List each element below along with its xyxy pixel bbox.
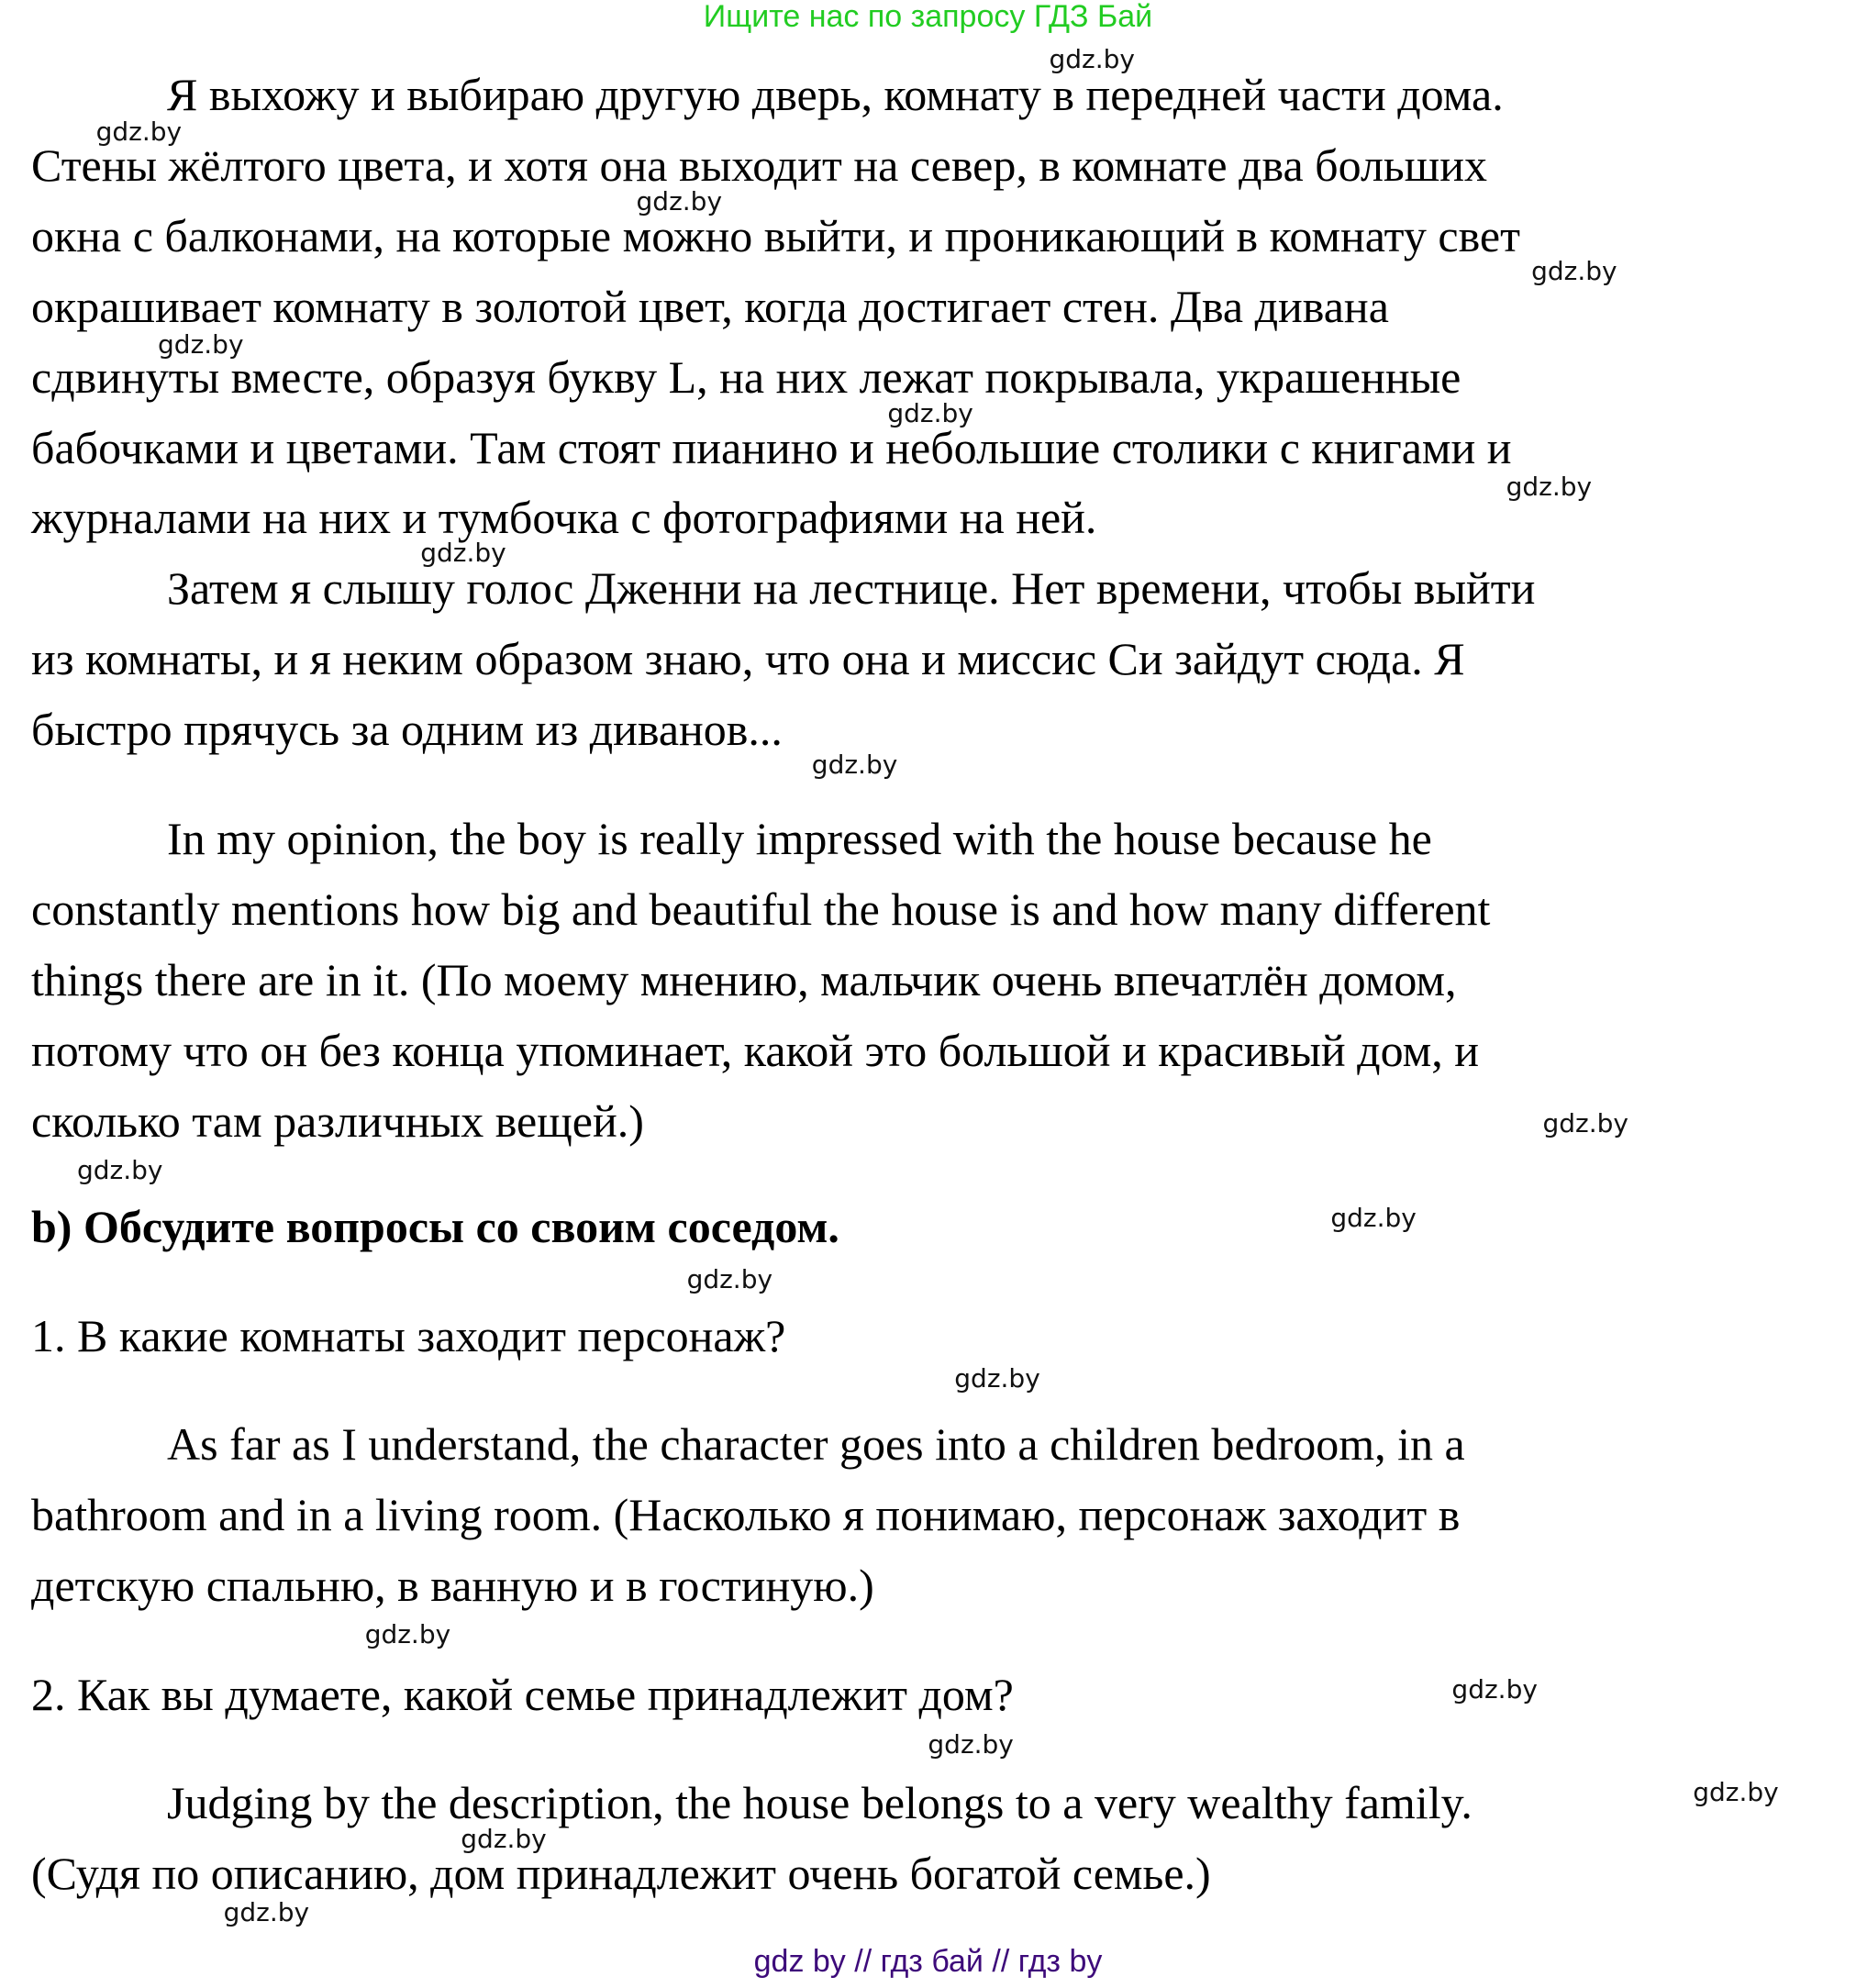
text-line: Затем я слышу голос Дженни на лестнице. Нет времени, чтобы выйти <box>167 562 1536 615</box>
text-line: из комнаты, и я неким образом знаю, что она и миссис Си зайдут сюда. Я <box>31 633 1465 685</box>
watermark: gdz.by <box>928 1728 1014 1760</box>
text-line: 2. Как вы думаете, какой семье принадлежит дом? <box>31 1668 1014 1720</box>
watermark: gdz.by <box>223 1896 310 1927</box>
text-line: Judging by the description, the house belongs to a very wealthy family. <box>167 1776 1473 1828</box>
text-line: журналами на них и тумбочка с фотографиями на ней. <box>31 492 1097 544</box>
watermark: gdz.by <box>158 328 244 360</box>
text-line: сколько там различных вещей.) <box>31 1094 644 1147</box>
footer-banner: gdz by // гдз бай // гдз by <box>753 1944 1103 1979</box>
watermark: gdz.by <box>364 1618 451 1649</box>
watermark: gdz.by <box>420 537 506 568</box>
text-line: окрашивает комнату в золотой цвет, когда достигает стен. Два дивана <box>31 281 1389 333</box>
text-line: In my opinion, the boy is really impressed with the house because he <box>167 812 1432 864</box>
text-line: сдвинуты вместе, образуя букву L, на них лежат покрывала, украшенные <box>31 351 1461 404</box>
text-line: Я выхожу и выбираю другую дверь, комнату в передней части дома. <box>167 69 1504 121</box>
section-heading: b) Обсудите вопросы со своим соседом. <box>31 1201 839 1253</box>
watermark: gdz.by <box>1330 1202 1417 1233</box>
text-line: things there are in it. (По моему мнению, мальчик очень впечатлён домом, <box>31 953 1457 1005</box>
text-line: bathroom and in a living room. (Насколько я понимаю, персонаж заходит в <box>31 1489 1461 1541</box>
watermark: gdz.by <box>1693 1776 1779 1807</box>
text-line: Стены жёлтого цвета, и хотя она выходит на север, в комнате два больших <box>31 139 1487 192</box>
watermark: gdz.by <box>954 1362 1040 1394</box>
watermark: gdz.by <box>1531 255 1617 286</box>
watermark: gdz.by <box>1542 1107 1628 1138</box>
watermark: gdz.by <box>1049 43 1135 74</box>
text-line: constantly mentions how big and beautiful the house is and how many different <box>31 883 1491 935</box>
text-line: (Судя по описанию, дом принадлежит очень богатой семье.) <box>31 1847 1211 1899</box>
text-line: детскую спальню, в ванную и в гостиную.) <box>31 1560 874 1612</box>
watermark: gdz.by <box>1506 472 1593 503</box>
text-line: бабочками и цветами. Там стоят пианино и небольшие столики с книгами и <box>31 422 1512 474</box>
text-line: 1. В какие комнаты заходит персонаж? <box>31 1309 786 1361</box>
watermark: gdz.by <box>461 1823 547 1854</box>
watermark: gdz.by <box>76 1154 163 1185</box>
watermark: gdz.by <box>1451 1674 1538 1705</box>
text-line: окна с балконами, на которые можно выйти, и проникающий в комнату свет <box>31 210 1520 262</box>
watermark: gdz.by <box>811 749 898 780</box>
text-line: быстро прячусь за одним из диванов... <box>31 704 783 756</box>
watermark: gdz.by <box>887 398 973 429</box>
watermark: gdz.by <box>95 117 183 148</box>
watermark: gdz.by <box>636 186 723 217</box>
text-line: потому что он без конца упоминает, какой это большой и красивый дом, и <box>31 1024 1480 1076</box>
search-hint-banner: Ищите нас по запросу ГДЗ Бай <box>703 0 1153 34</box>
watermark: gdz.by <box>686 1264 773 1295</box>
text-line: As far as I understand, the character goes into a children bedroom, in a <box>167 1418 1465 1471</box>
